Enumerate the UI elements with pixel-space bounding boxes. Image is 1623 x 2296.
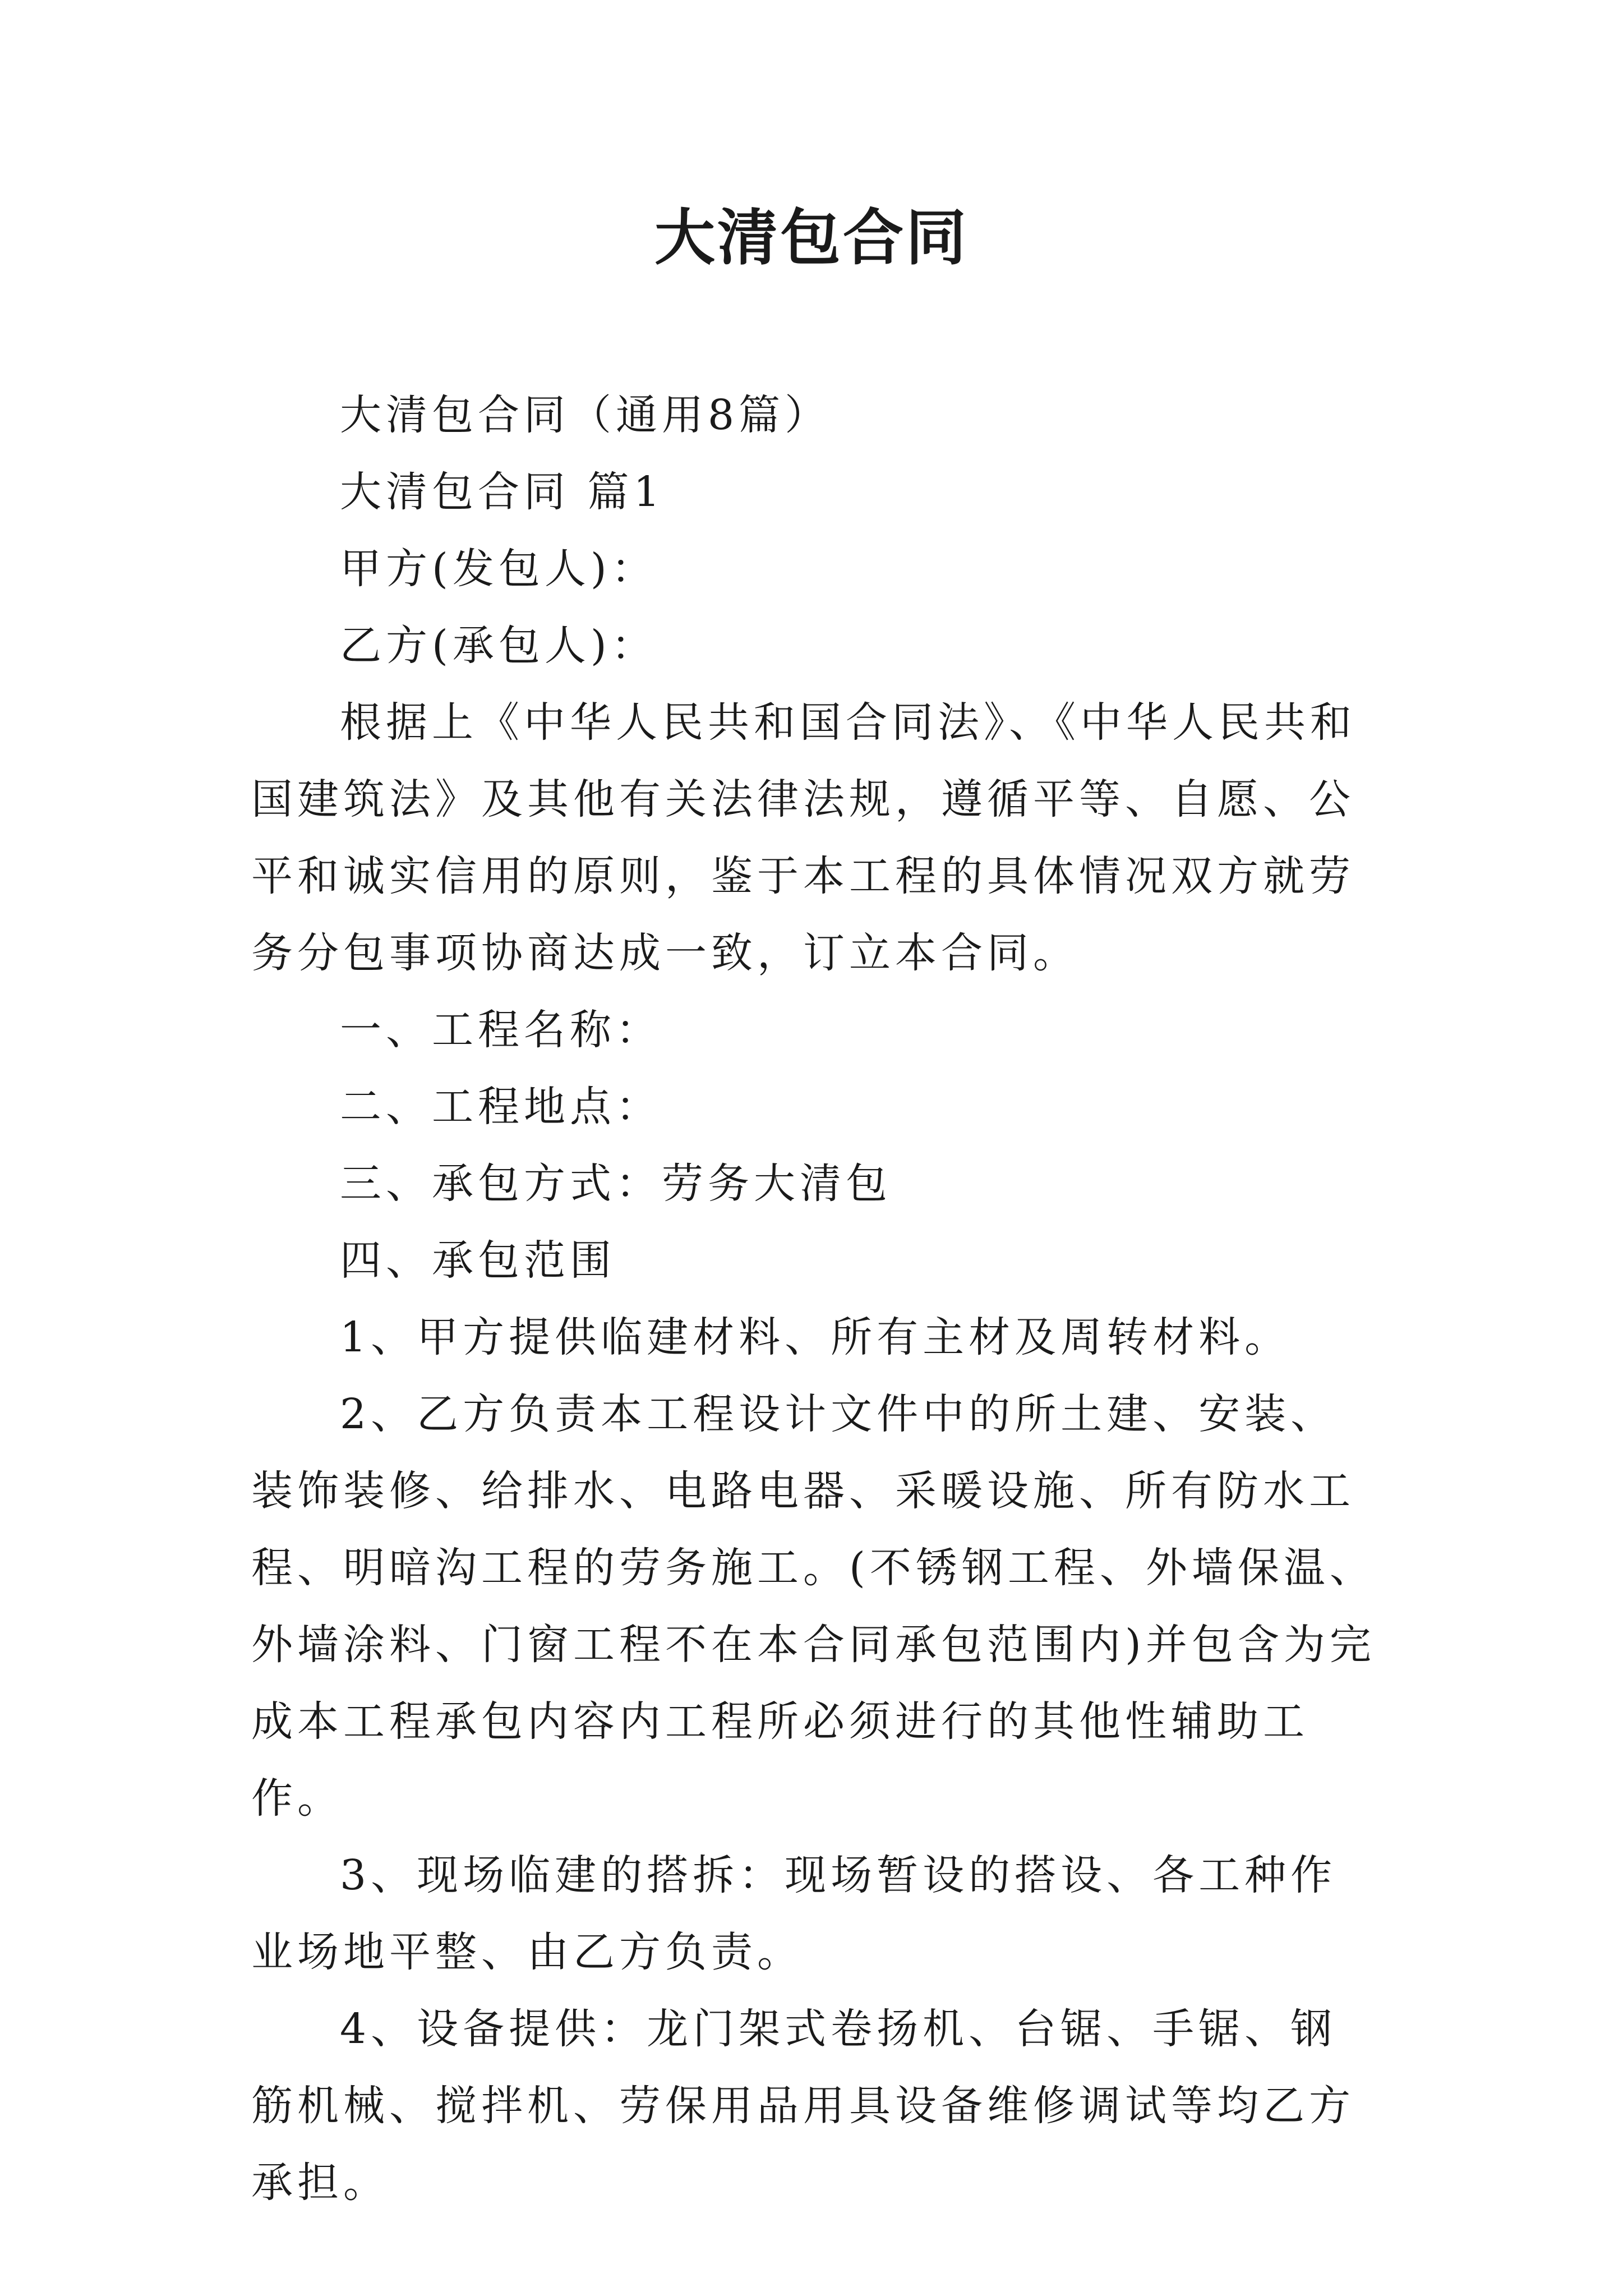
heading-part-1: 大清包合同 篇1 <box>340 468 665 516</box>
heading-collection: 大清包合同（通用8篇） <box>340 391 831 439</box>
document-title: 大清包合同 <box>654 203 969 273</box>
party-b-line: 乙方(承包人)： <box>340 622 657 670</box>
clause-contract-scope: 四、承包范围 <box>340 1236 616 1285</box>
clause-contract-method: 三、承包方式：劳务大清包 <box>340 1159 892 1208</box>
clause-project-location: 二、工程地点： <box>340 1083 662 1131</box>
scope-item-2: 2、乙方负责本工程设计文件中的所土建、安装、装饰装修、给排水、电路电器、采暖设施、所有防水工程、明暗沟工程的劳务施工。(不锈钢工程、外墙保温、外墙涂料、门窗工程不在本合同承包范围内)并包含为完成本工程承包内容内工程所必须进行的其他性辅助工作。 <box>251 1390 1376 1823</box>
clause-project-name: 一、工程名称： <box>340 1006 662 1054</box>
scope-item-4: 4、设备提供：龙门架式卷扬机、台锯、手锯、钢筋机械、搅拌机、劳保用品用具设备维修调试等均乙方承担。 <box>251 2005 1355 2207</box>
party-a-line: 甲方(发包人)： <box>340 545 657 593</box>
scope-item-3: 3、现场临建的搭拆：现场暂设的搭设、各工种作业场地平整、由乙方负责。 <box>251 1851 1337 1976</box>
preamble-paragraph: 根据上《中华人民共和国合同法》、《中华人民共和国建筑法》及其他有关法律法规，遵循平等、自愿、公平和诚实信用的原则，鉴于本工程的具体情况双方就劳务分包事项协商达成一致，订立本合同。 <box>251 698 1356 977</box>
document-body <box>251 377 1378 2221</box>
scope-item-1: 1、甲方提供临建材料、所有主材及周转材料。 <box>340 1313 1291 1361</box>
